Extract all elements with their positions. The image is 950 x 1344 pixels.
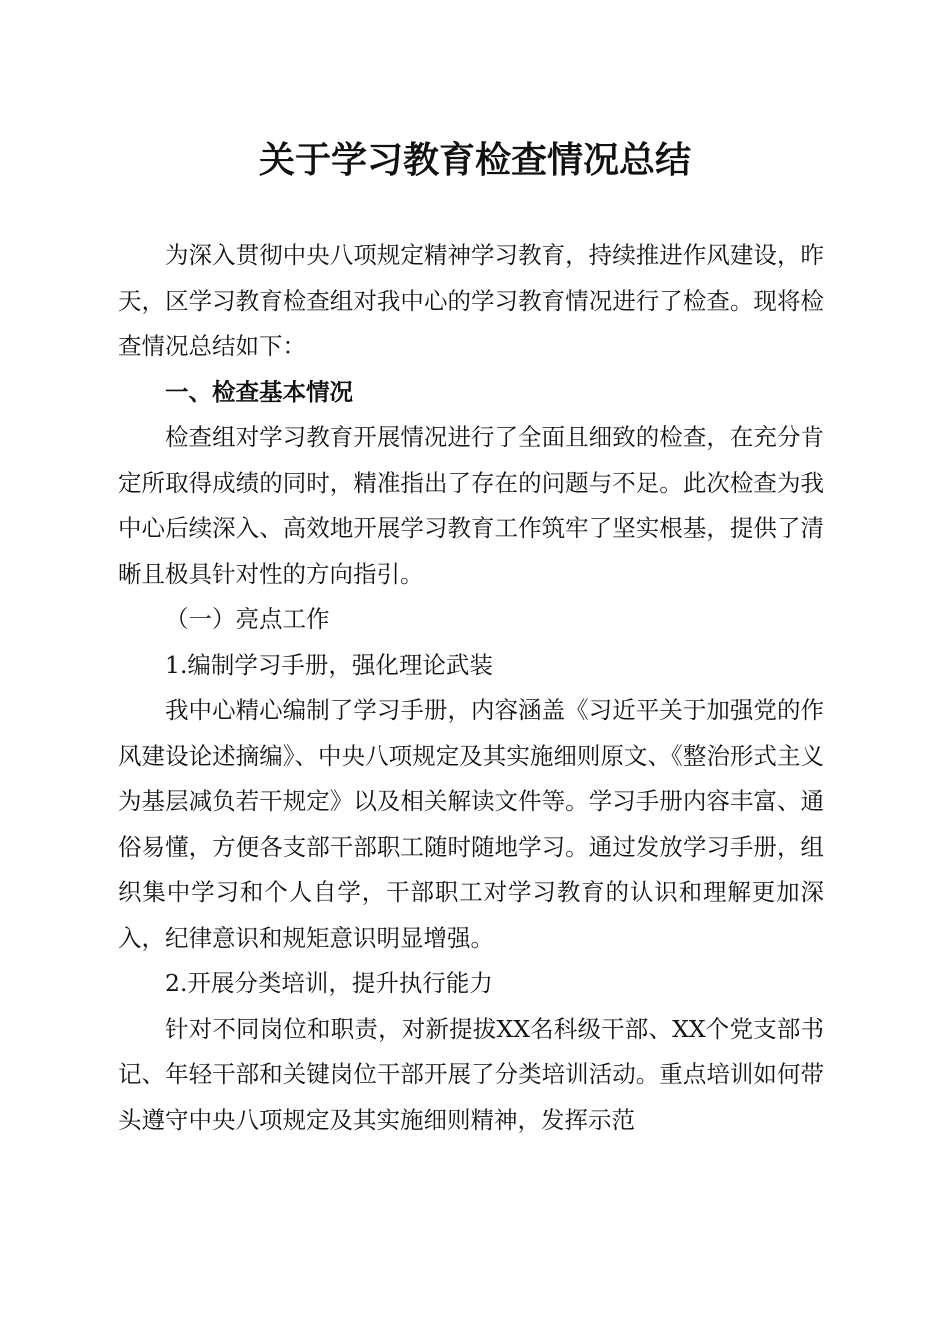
document-title: 关于学习教育检查情况总结 [258, 139, 691, 181]
item-heading-2: 2.开展分类培训，提升执行能力 [165, 969, 493, 997]
section-heading: 一、检查基本情况 [165, 377, 353, 406]
section-paragraph: 检查组对学习教育开展情况进行了全面且细致的检查，在充分肯定所取得成绩的同时，精准指出了存在的问题与不足。此次检查为我中心后续深入、高效地开展学习教育工作筑牢了坚实根基，提供了清晰且极具针对性的方向指引。 [118, 423, 824, 588]
subsection-heading: （一）亮点工作 [165, 605, 330, 633]
intro-paragraph: 为深入贯彻中央八项规定精神学习教育，持续推进作风建设，昨天，区学习教育检查组对我中心的学习教育情况进行了检查。现将检查情况总结如下： [118, 241, 824, 360]
item-paragraph-1: 我中心精心编制了学习手册，内容涵盖《习近平关于加强党的作风建设论述摘编》、中央八项规定及其实施细则原文、《整治形式主义为基层减负若干规定》以及相关解读文件等。学习手册内容丰富、通俗易懂，方便各支部干部职工随时随地学习。通过发放学习手册，组织集中学习和个人自学，干部职工对学习教育的认识和理解更加深入，纪律意识和规矩意识明显增强。 [118, 696, 824, 952]
document-body [118, 233, 824, 1143]
item-paragraph-2: 针对不同岗位和职责，对新提拔XX名科级干部、XX个党支部书记、年轻干部和关键岗位干部开展了分类培训活动。重点培训如何带头遵守中央八项规定及其实施细则精神，发挥示范 [118, 1014, 824, 1134]
item-heading-1: 1.编制学习手册，强化理论武装 [165, 650, 493, 679]
